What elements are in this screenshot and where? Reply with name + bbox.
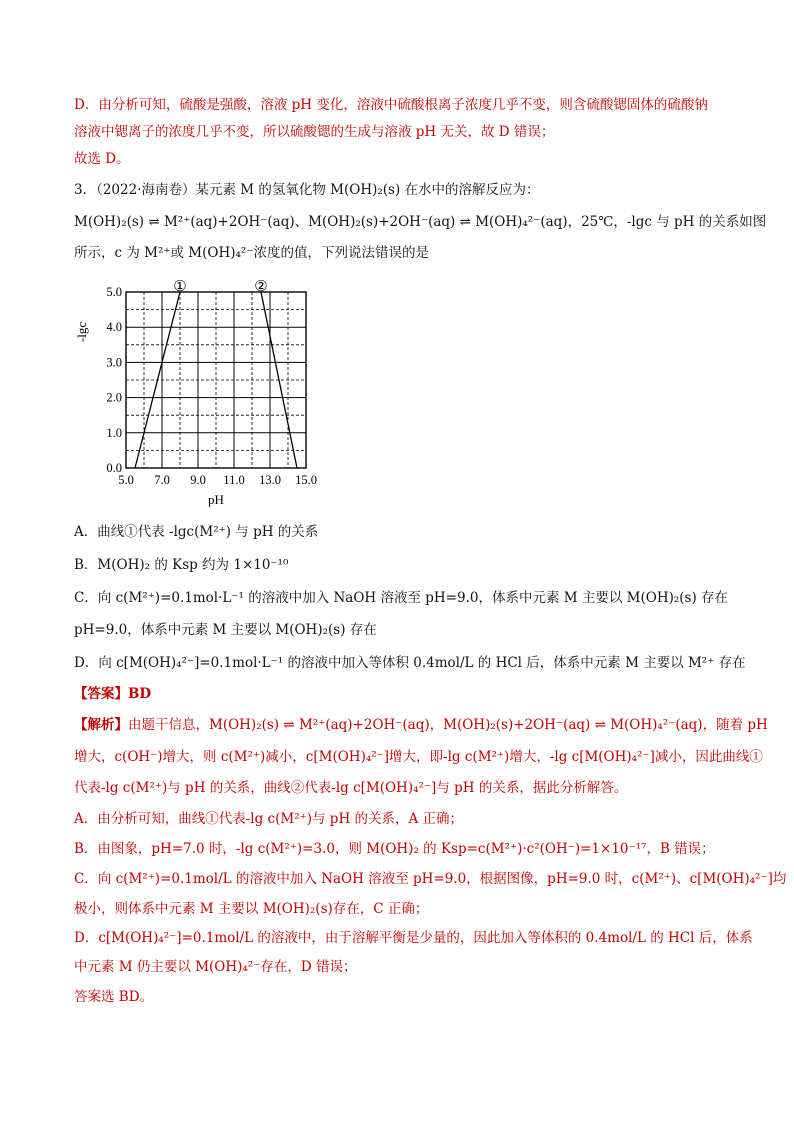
analysis-line3: 代表-lg c(M²⁺)与 pH 的关系，曲线②代表-lg c[M(OH)₄²⁻]与 pH 的关系，据此分析解答。 [74, 780, 628, 796]
chart-y-tick-label: 4.0 [106, 320, 122, 335]
prev-option-d-line2: 溶液中锶离子的浓度几乎不变，所以硫酸锶的生成与溶液 pH 无关，故 D 错误； [74, 124, 555, 140]
analysis-option-b: B．由图象，pH=7.0 时，-lg c(M²⁺)=3.0，则 M(OH)₂ 的 Ksp=c(M²⁺)·c²(OH⁻)=1×10⁻¹⁷，B 错误； [74, 841, 715, 857]
ph-chart [74, 280, 334, 510]
chart-y-tick-label: 5.0 [106, 285, 122, 299]
chart-x-tick-label: 7.0 [154, 473, 170, 487]
prev-conclusion: 故选 D。 [74, 151, 130, 167]
chart-y-tick-label: 3.0 [106, 355, 122, 370]
chart-y-tick-label: 1.0 [106, 425, 122, 440]
analysis-line1 [74, 716, 768, 734]
prev-option-d-line1: D．由分析可知，硫酸是强酸，溶液 pH 变化，溶液中硫酸根离子浓度几乎不变，则含硫酸锶固体的硫酸钠 [74, 97, 708, 113]
answer-value: BD [128, 686, 152, 702]
chart-y-tick-label: 2.0 [106, 390, 122, 405]
chart-x-tick-label: 13.0 [259, 473, 281, 487]
chart-x-tick-label: 11.0 [223, 473, 245, 487]
analysis-option-c-line2: 极小，则体系中元素 M 主要以 M(OH)₂(s)存在，C 正确； [74, 901, 429, 917]
analysis-line2: 增大，c(OH⁻)增大，则 c(M²⁺)减小，c[M(OH)₄²⁻]增大，即-lg c(M²⁺)增大，-lg c[M(OH)₄²⁻]减小，因此曲线① [74, 749, 763, 765]
chart-series-label-1: ① [173, 280, 187, 295]
analysis-option-c-line1: C．向 c(M²⁺)=0.1mol/L 的溶液中加入 NaOH 溶液至 pH=9.0，根据图像，pH=9.0 时，c(M²⁺)、c[M(OH)₄²⁻]均 [74, 871, 787, 887]
chart-x-axis-label: pH [208, 492, 224, 507]
chart-x-tick-label: 15.0 [295, 473, 317, 487]
option-d: D．向 c[M(OH)₄²⁻]=0.1mol·L⁻¹ 的溶液中加入等体积 0.4mol/L 的 HCl 后，体系中元素 M 主要以 M²⁺ 存在 [74, 655, 746, 671]
option-a: A．曲线①代表 -lgc(M²⁺) 与 pH 的关系 [74, 524, 319, 540]
chart-series-label-2: ② [254, 280, 268, 295]
option-c-line1: C．向 c(M²⁺)=0.1mol·L⁻¹ 的溶液中加入 NaOH 溶液至 pH=9.0，体系中元素 M 主要以 M(OH)₂(s) 存在 [74, 590, 729, 606]
question-stem-line2: M(OH)₂(s) ⇌ M²⁺(aq)+2OH⁻(aq)、M(OH)₂(s)+2OH⁻(aq) ⇌ M(OH)₄²⁻(aq)，25℃，-lgc 与 pH 的关系如图 [74, 214, 767, 230]
analysis-option-d-line2: 中元素 M 仍主要以 M(OH)₄²⁻存在，D 错误； [74, 959, 357, 975]
analysis-conclusion: 答案选 BD。 [74, 989, 154, 1005]
analysis-label: 【解析】 [74, 717, 128, 733]
answer-line [74, 685, 151, 703]
option-b: B．M(OH)₂ 的 Ksp 约为 1×10⁻¹⁰ [74, 557, 289, 573]
option-c-line2: pH=9.0，体系中元素 M 主要以 M(OH)₂(s) 存在 [74, 622, 377, 638]
chart-y-tick-label: 0.0 [106, 461, 122, 475]
chart-svg [74, 280, 334, 510]
question-stem-line3: 所示，c 为 M²⁺或 M(OH)₄²⁻浓度的值，下列说法错误的是 [74, 245, 429, 261]
analysis-text-1: 由题干信息，M(OH)₂(s) ⇌ M²⁺(aq)+2OH⁻(aq)，M(OH)₂(s)+2OH⁻(aq) ⇌ M(OH)₄²⁻(aq)，随着 pH [128, 717, 768, 733]
chart-x-tick-label: 5.0 [118, 473, 134, 487]
answer-label: 【答案】 [74, 686, 128, 702]
chart-x-tick-label: 9.0 [190, 473, 206, 487]
chart-y-axis-label: -lgc [74, 321, 89, 343]
question-stem-line1: 3．（2022·海南卷）某元素 M 的氢氧化物 M(OH)₂(s) 在水中的溶解反应为： [74, 182, 540, 198]
analysis-option-a: A．由分析可知，曲线①代表-lg c(M²⁺)与 pH 的关系，A 正确； [74, 811, 464, 827]
analysis-option-d-line1: D．c[M(OH)₄²⁻]=0.1mol/L 的溶液中，由于溶解平衡是少量的，因此加入等体积的 0.4mol/L 的 HCl 后，体系 [74, 930, 753, 946]
